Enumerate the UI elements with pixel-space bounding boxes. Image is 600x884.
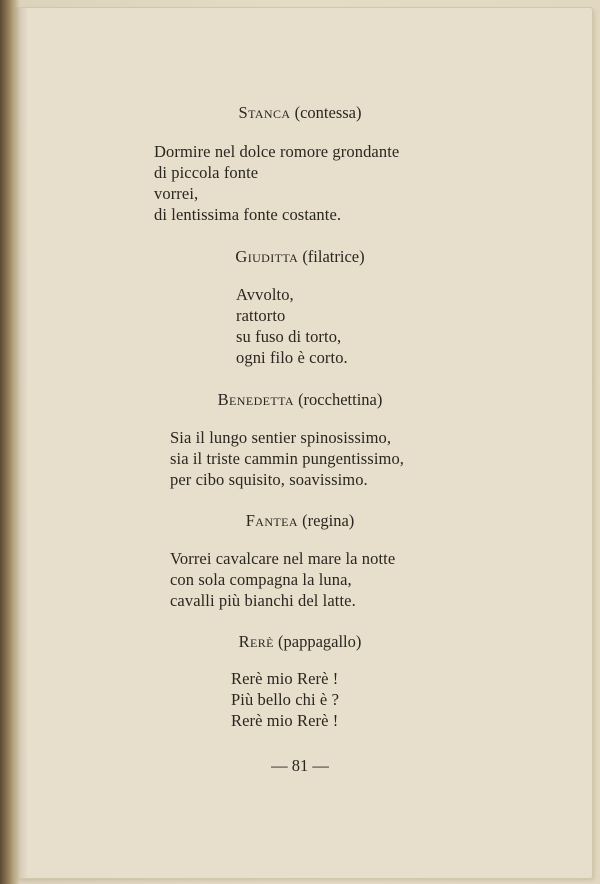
poem-stanza-benedetta — [170, 427, 404, 490]
verse-line: per cibo squisito, soavissimo. — [170, 470, 368, 489]
poem-stanza-stanca — [154, 141, 399, 225]
poem-heading-benedetta — [0, 389, 600, 410]
poem-heading-rere — [0, 631, 600, 652]
speaker-name: Stanca — [238, 103, 291, 122]
verse-line: Vorrei cavalcare nel mare la notte — [170, 549, 396, 568]
verse-line: Sia il lungo sentier spinosissimo, — [170, 428, 392, 447]
poem-heading-giuditta — [0, 246, 600, 267]
poem-stanza-fantea — [170, 548, 395, 611]
speaker-role: (pappagallo) — [278, 632, 362, 651]
verse-line: Più bello chi è ? — [231, 690, 340, 709]
verse-line: cavalli più bianchi del latte. — [170, 591, 356, 610]
speaker-name: Rerè — [238, 632, 274, 651]
book-spine — [0, 0, 20, 884]
verse-line: Dormire nel dolce romore grondante — [154, 142, 400, 161]
verse-line: vorrei, — [154, 184, 199, 203]
poem-stanza-rere — [231, 668, 339, 731]
verse-line: ogni filo è corto. — [236, 348, 348, 367]
speaker-role: (contessa) — [294, 103, 362, 122]
verse-line: di lentissima fonte costante. — [154, 205, 342, 224]
verse-line: rattorto — [236, 306, 286, 325]
verse-line: Avvolto, — [236, 285, 294, 304]
verse-line: sia il triste cammin pungentissimo, — [170, 449, 405, 468]
speaker-name: Benedetta — [217, 390, 294, 409]
verse-line: Rerè mio Rerè ! — [231, 711, 339, 730]
page-number: — 81 — — [271, 756, 329, 775]
poem-heading-fantea — [0, 510, 600, 531]
speaker-role: (filatrice) — [302, 247, 365, 266]
poem-heading-stanca — [0, 102, 600, 123]
verse-line: Rerè mio Rerè ! — [231, 669, 339, 688]
speaker-name: Giuditta — [235, 247, 299, 266]
speaker-role: (regina) — [302, 511, 355, 530]
poem-stanza-giuditta — [236, 284, 348, 368]
verse-line: di piccola fonte — [154, 163, 259, 182]
speaker-role: (rocchettina) — [298, 390, 383, 409]
speaker-name: Fantea — [245, 511, 298, 530]
verse-line: con sola compagna la luna, — [170, 570, 352, 589]
verse-line: su fuso di torto, — [236, 327, 342, 346]
